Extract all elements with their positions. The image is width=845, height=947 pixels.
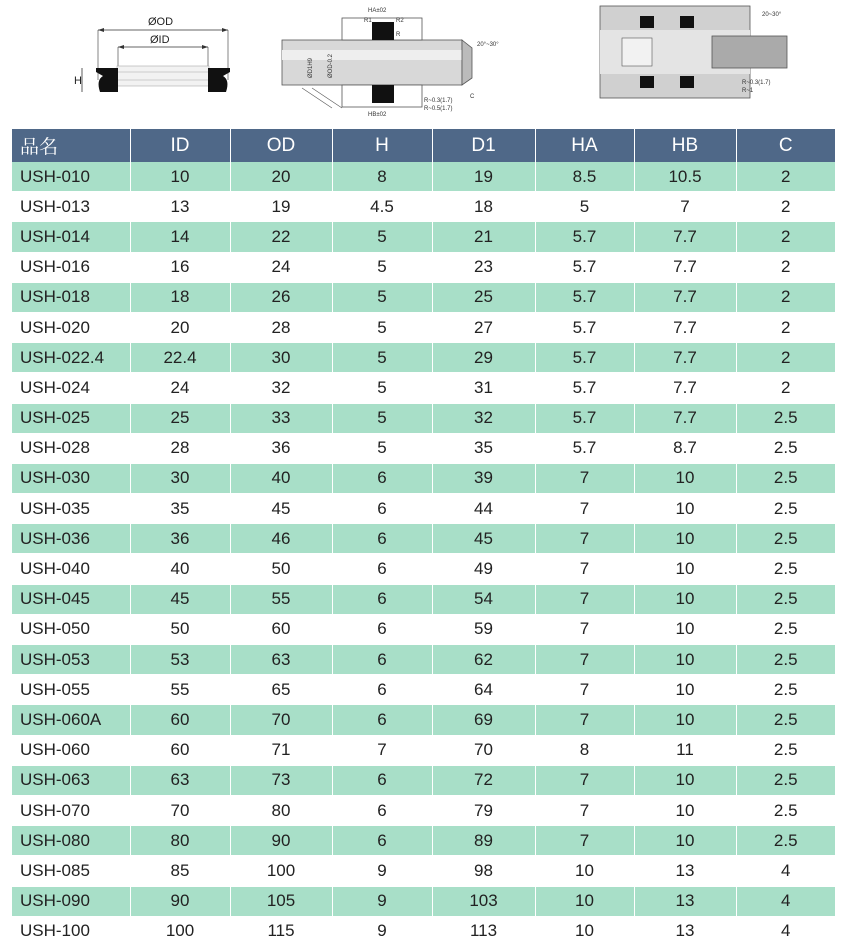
table-cell: 24 <box>230 252 332 282</box>
table-cell: 7 <box>535 554 634 584</box>
table-cell: 10 <box>634 826 736 856</box>
table-cell: 10 <box>535 856 634 886</box>
table-row <box>12 916 835 946</box>
table-cell: 6 <box>332 675 432 705</box>
table-row <box>12 705 835 735</box>
table-cell: 14 <box>130 222 230 252</box>
table-cell: 100 <box>130 916 230 946</box>
product-name-cell: USH-020 <box>12 312 130 342</box>
table-cell: 50 <box>230 554 332 584</box>
seal-dimension-diagram <box>70 0 270 122</box>
table-cell: 33 <box>230 403 332 433</box>
table-cell: 13 <box>634 916 736 946</box>
table-cell: 90 <box>230 826 332 856</box>
table-cell: 2.5 <box>736 765 835 795</box>
table-cell: 2 <box>736 192 835 222</box>
ha-label: HA±02 <box>368 8 387 14</box>
table-cell: 5 <box>332 222 432 252</box>
product-name-cell: USH-090 <box>12 886 130 916</box>
table-cell: 19 <box>432 162 535 192</box>
table-cell: 2.5 <box>736 554 835 584</box>
table-cell: 6 <box>332 524 432 554</box>
table-cell: 2.5 <box>736 403 835 433</box>
table-cell: 28 <box>230 312 332 342</box>
table-cell: 73 <box>230 765 332 795</box>
table-cell: 31 <box>432 373 535 403</box>
table-cell: 44 <box>432 494 535 524</box>
table-cell: 7.7 <box>634 222 736 252</box>
r-note-4: R~1 <box>742 88 754 94</box>
table-cell: 115 <box>230 916 332 946</box>
table-cell: 20 <box>230 162 332 192</box>
table-row <box>12 373 835 403</box>
table-cell: 6 <box>332 795 432 825</box>
r-note-1: R~0.3(1.7) <box>424 98 453 104</box>
product-name-cell: USH-040 <box>12 554 130 584</box>
table-cell: 10 <box>130 162 230 192</box>
table-row <box>12 886 835 916</box>
table-cell: 2.5 <box>736 705 835 735</box>
product-name-cell: USH-053 <box>12 645 130 675</box>
table-cell: 85 <box>130 856 230 886</box>
table-cell: 70 <box>432 735 535 765</box>
table-header-row <box>12 129 835 162</box>
table-row <box>12 433 835 463</box>
table-cell: 7 <box>535 765 634 795</box>
table-cell: 7 <box>535 494 634 524</box>
table-cell: 23 <box>432 252 535 282</box>
table-cell: 10 <box>634 705 736 735</box>
table-cell: 113 <box>432 916 535 946</box>
table-cell: 5.7 <box>535 433 634 463</box>
table-cell: 5.7 <box>535 252 634 282</box>
product-name-cell: USH-060A <box>12 705 130 735</box>
table-cell: 20 <box>130 312 230 342</box>
table-cell: 24 <box>130 373 230 403</box>
table-cell: 79 <box>432 795 535 825</box>
angle-label: 20°~30° <box>477 42 499 48</box>
table-row <box>12 312 835 342</box>
product-name-cell: USH-028 <box>12 433 130 463</box>
column-header: D1 <box>432 129 535 162</box>
table-cell: 2 <box>736 373 835 403</box>
table-cell: 21 <box>432 222 535 252</box>
table-cell: 9 <box>332 886 432 916</box>
table-cell: 60 <box>130 735 230 765</box>
table-cell: 100 <box>230 856 332 886</box>
column-header: ID <box>130 129 230 162</box>
product-name-cell: USH-070 <box>12 795 130 825</box>
product-name-cell: USH-018 <box>12 282 130 312</box>
table-cell: 5 <box>332 433 432 463</box>
table-cell: 60 <box>130 705 230 735</box>
table-cell: 10 <box>634 463 736 493</box>
table-cell: 32 <box>230 373 332 403</box>
table-cell: 7.7 <box>634 252 736 282</box>
table-cell: 105 <box>230 886 332 916</box>
product-name-cell: USH-014 <box>12 222 130 252</box>
table-cell: 7.7 <box>634 343 736 373</box>
product-name-cell: USH-100 <box>12 916 130 946</box>
table-cell: 5 <box>332 252 432 282</box>
table-cell: 62 <box>432 645 535 675</box>
table-body <box>12 162 835 946</box>
table-row <box>12 282 835 312</box>
table-row <box>12 765 835 795</box>
r-note-3: R~0.3(1.7) <box>742 80 771 86</box>
table-cell: 4 <box>736 886 835 916</box>
table-cell: 7 <box>535 524 634 554</box>
table-cell: 4 <box>736 856 835 886</box>
table-row <box>12 463 835 493</box>
angle2-label: 20~30° <box>762 12 782 18</box>
product-name-cell: USH-045 <box>12 584 130 614</box>
table-cell: 7.7 <box>634 373 736 403</box>
column-header: HB <box>634 129 736 162</box>
table-cell: 2 <box>736 222 835 252</box>
table-cell: 9 <box>332 856 432 886</box>
id-label: ØID <box>150 34 170 46</box>
table-cell: 26 <box>230 282 332 312</box>
product-name-cell: USH-063 <box>12 765 130 795</box>
table-cell: 5 <box>332 343 432 373</box>
table-cell: 8.7 <box>634 433 736 463</box>
table-cell: 5.7 <box>535 312 634 342</box>
table-cell: 13 <box>130 192 230 222</box>
table-cell: 70 <box>130 795 230 825</box>
table-cell: 9 <box>332 916 432 946</box>
table-row <box>12 403 835 433</box>
table-cell: 10 <box>634 645 736 675</box>
table-cell: 10.5 <box>634 162 736 192</box>
column-header: HA <box>535 129 634 162</box>
table-cell: 7 <box>535 826 634 856</box>
table-cell: 65 <box>230 675 332 705</box>
table-cell: 30 <box>230 343 332 373</box>
table-cell: 45 <box>432 524 535 554</box>
table-cell: 7 <box>535 645 634 675</box>
h-label: H <box>74 75 82 87</box>
table-row <box>12 524 835 554</box>
table-cell: 35 <box>130 494 230 524</box>
table-row <box>12 826 835 856</box>
table-cell: 46 <box>230 524 332 554</box>
column-header: C <box>736 129 835 162</box>
table-cell: 2 <box>736 282 835 312</box>
table-cell: 39 <box>432 463 535 493</box>
table-cell: 10 <box>634 675 736 705</box>
table-cell: 32 <box>432 403 535 433</box>
table-cell: 25 <box>432 282 535 312</box>
table-cell: 63 <box>230 645 332 675</box>
table-row <box>12 192 835 222</box>
r-note-2: R~0.5(1.7) <box>424 106 453 112</box>
table-row <box>12 584 835 614</box>
table-cell: 25 <box>130 403 230 433</box>
table-cell: 2.5 <box>736 614 835 644</box>
table-cell: 2 <box>736 252 835 282</box>
od-label: ØOD <box>148 16 174 28</box>
table-cell: 5.7 <box>535 343 634 373</box>
table-row <box>12 162 835 192</box>
table-cell: 6 <box>332 645 432 675</box>
table-cell: 7 <box>535 675 634 705</box>
table-cell: 2.5 <box>736 675 835 705</box>
table-cell: 70 <box>230 705 332 735</box>
table-cell: 40 <box>130 554 230 584</box>
product-name-cell: USH-010 <box>12 162 130 192</box>
table-cell: 90 <box>130 886 230 916</box>
rod-dim-label: ØD1H9 <box>308 57 314 78</box>
table-cell: 18 <box>432 192 535 222</box>
table-cell: 55 <box>130 675 230 705</box>
table-cell: 36 <box>230 433 332 463</box>
column-header: OD <box>230 129 332 162</box>
table-cell: 45 <box>230 494 332 524</box>
table-cell: 10 <box>634 795 736 825</box>
table-row <box>12 645 835 675</box>
table-cell: 13 <box>634 856 736 886</box>
table-cell: 55 <box>230 584 332 614</box>
table-cell: 54 <box>432 584 535 614</box>
table-cell: 36 <box>130 524 230 554</box>
table-cell: 11 <box>634 735 736 765</box>
table-cell: 29 <box>432 343 535 373</box>
table-cell: 5 <box>535 192 634 222</box>
bore-dim-label: ØOD-0.2 <box>328 53 334 78</box>
table-cell: 69 <box>432 705 535 735</box>
table-cell: 10 <box>634 765 736 795</box>
table-cell: 22 <box>230 222 332 252</box>
table-cell: 7 <box>535 705 634 735</box>
diagram-strip <box>0 0 845 122</box>
table-cell: 6 <box>332 765 432 795</box>
r-label: R <box>396 32 401 38</box>
table-cell: 7 <box>535 463 634 493</box>
table-cell: 49 <box>432 554 535 584</box>
table-cell: 8 <box>535 735 634 765</box>
table-cell: 5.7 <box>535 222 634 252</box>
table-row <box>12 252 835 282</box>
product-name-cell: USH-024 <box>12 373 130 403</box>
table-cell: 7 <box>634 192 736 222</box>
table-cell: 5.7 <box>535 403 634 433</box>
spec-table <box>12 129 835 947</box>
table-cell: 80 <box>230 795 332 825</box>
table-row <box>12 856 835 886</box>
table-cell: 7 <box>332 735 432 765</box>
product-name-cell: USH-055 <box>12 675 130 705</box>
table-cell: 72 <box>432 765 535 795</box>
table-cell: 2.5 <box>736 735 835 765</box>
table-cell: 2.5 <box>736 524 835 554</box>
table-cell: 60 <box>230 614 332 644</box>
table-cell: 2.5 <box>736 463 835 493</box>
table-cell: 80 <box>130 826 230 856</box>
product-name-cell: USH-060 <box>12 735 130 765</box>
table-cell: 59 <box>432 614 535 644</box>
table-cell: 10 <box>535 886 634 916</box>
product-name-cell: USH-030 <box>12 463 130 493</box>
table-cell: 2.5 <box>736 433 835 463</box>
product-name-cell: USH-085 <box>12 856 130 886</box>
product-name-cell: USH-016 <box>12 252 130 282</box>
hb-label: HB±02 <box>368 112 387 118</box>
table-cell: 2.5 <box>736 826 835 856</box>
table-cell: 28 <box>130 433 230 463</box>
product-name-cell: USH-050 <box>12 614 130 644</box>
table-cell: 2 <box>736 162 835 192</box>
table-cell: 4 <box>736 916 835 946</box>
table-cell: 27 <box>432 312 535 342</box>
table-cell: 10 <box>535 916 634 946</box>
table-cell: 8 <box>332 162 432 192</box>
table-cell: 22.4 <box>130 343 230 373</box>
c-label: C <box>470 94 475 100</box>
table-cell: 5 <box>332 312 432 342</box>
table-cell: 2.5 <box>736 795 835 825</box>
table-cell: 6 <box>332 554 432 584</box>
column-header: 品名 <box>12 129 130 162</box>
table-cell: 7.7 <box>634 403 736 433</box>
table-cell: 6 <box>332 494 432 524</box>
table-cell: 5 <box>332 282 432 312</box>
table-cell: 7.7 <box>634 282 736 312</box>
product-name-cell: USH-035 <box>12 494 130 524</box>
table-cell: 10 <box>634 554 736 584</box>
r2-label: R2 <box>396 18 404 24</box>
table-cell: 19 <box>230 192 332 222</box>
rod-install-diagram <box>272 0 512 122</box>
table-cell: 8.5 <box>535 162 634 192</box>
product-name-cell: USH-022.4 <box>12 343 130 373</box>
table-cell: 16 <box>130 252 230 282</box>
table-cell: 5 <box>332 403 432 433</box>
table-cell: 13 <box>634 886 736 916</box>
table-row <box>12 343 835 373</box>
table-cell: 64 <box>432 675 535 705</box>
table-cell: 50 <box>130 614 230 644</box>
table-cell: 2 <box>736 312 835 342</box>
table-cell: 10 <box>634 494 736 524</box>
table-cell: 40 <box>230 463 332 493</box>
table-row <box>12 795 835 825</box>
table-cell: 2.5 <box>736 584 835 614</box>
table-cell: 10 <box>634 524 736 554</box>
table-cell: 10 <box>634 584 736 614</box>
table-cell: 7.7 <box>634 312 736 342</box>
table-cell: 71 <box>230 735 332 765</box>
table-cell: 103 <box>432 886 535 916</box>
table-cell: 2.5 <box>736 494 835 524</box>
table-row <box>12 735 835 765</box>
table-cell: 18 <box>130 282 230 312</box>
column-header: H <box>332 129 432 162</box>
table-cell: 6 <box>332 584 432 614</box>
table-cell: 30 <box>130 463 230 493</box>
table-cell: 45 <box>130 584 230 614</box>
table-row <box>12 614 835 644</box>
table-row <box>12 222 835 252</box>
table-cell: 5.7 <box>535 282 634 312</box>
piston-install-diagram <box>592 0 802 122</box>
table-cell: 6 <box>332 463 432 493</box>
r1-label: R1 <box>364 18 372 24</box>
table-cell: 5 <box>332 373 432 403</box>
table-cell: 6 <box>332 705 432 735</box>
table-row <box>12 675 835 705</box>
table-cell: 10 <box>634 614 736 644</box>
table-cell: 6 <box>332 826 432 856</box>
table-cell: 7 <box>535 795 634 825</box>
product-name-cell: USH-013 <box>12 192 130 222</box>
table-cell: 7 <box>535 584 634 614</box>
table-cell: 89 <box>432 826 535 856</box>
table-cell: 2 <box>736 343 835 373</box>
product-name-cell: USH-036 <box>12 524 130 554</box>
product-name-cell: USH-025 <box>12 403 130 433</box>
table-row <box>12 554 835 584</box>
table-cell: 7 <box>535 614 634 644</box>
table-cell: 5.7 <box>535 373 634 403</box>
product-name-cell: USH-080 <box>12 826 130 856</box>
table-cell: 53 <box>130 645 230 675</box>
table-cell: 2.5 <box>736 645 835 675</box>
table-cell: 63 <box>130 765 230 795</box>
table-cell: 35 <box>432 433 535 463</box>
table-row <box>12 494 835 524</box>
table-cell: 98 <box>432 856 535 886</box>
table-cell: 6 <box>332 614 432 644</box>
table-cell: 4.5 <box>332 192 432 222</box>
